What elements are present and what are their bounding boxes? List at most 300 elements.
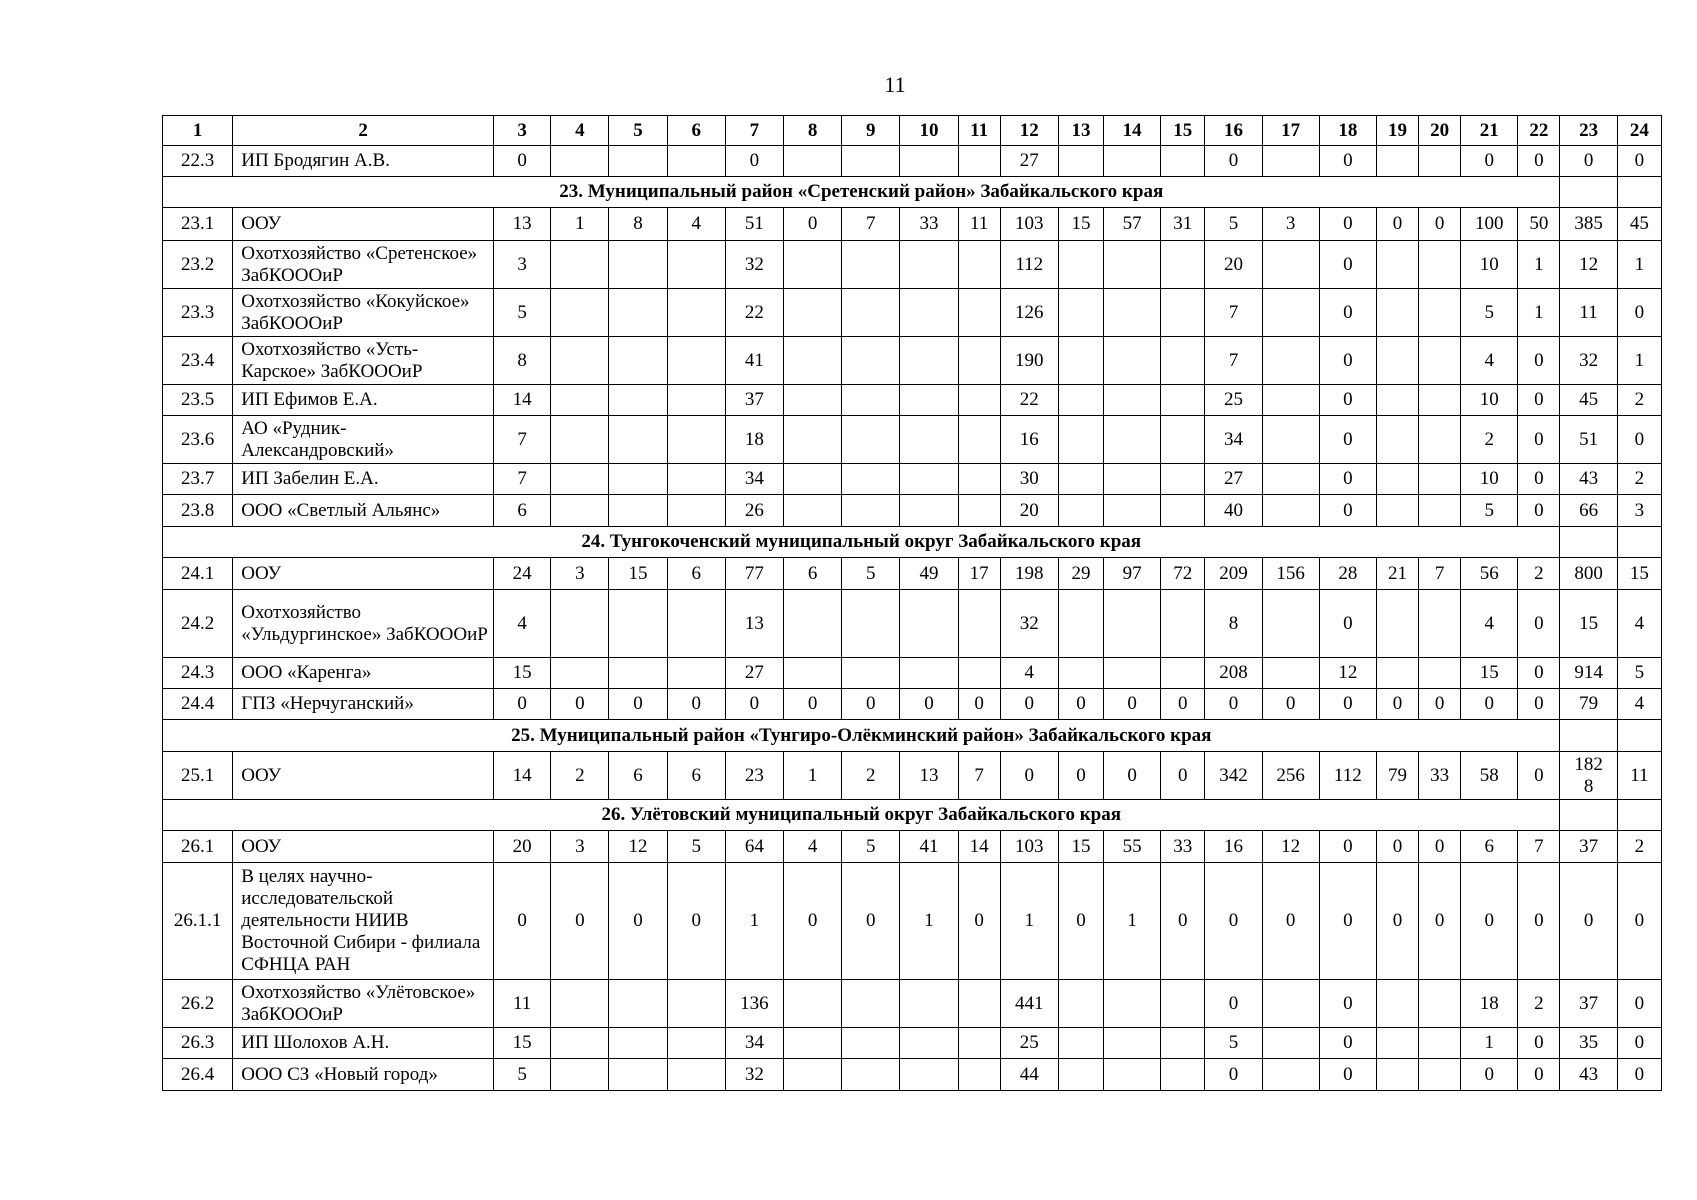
- table-cell: 0: [725, 689, 783, 720]
- table-cell: 12: [1262, 831, 1319, 863]
- table-cell: [667, 1059, 725, 1091]
- row-number: 23.4: [163, 337, 233, 385]
- table-row: [163, 241, 1662, 289]
- table-cell: 7: [1518, 831, 1560, 863]
- table-cell: [842, 241, 900, 289]
- table-cell: 126: [1000, 289, 1058, 337]
- table-cell: [842, 980, 900, 1028]
- table-cell: 27: [1000, 146, 1058, 177]
- table-cell: [784, 241, 842, 289]
- table-cell: 23: [725, 752, 783, 800]
- table-cell: [551, 590, 609, 658]
- table-cell: 12: [1560, 241, 1617, 289]
- row-number: 24.4: [163, 689, 233, 720]
- table-cell: [784, 385, 842, 416]
- table-cell: 20: [1000, 495, 1058, 527]
- table-cell: 6: [494, 495, 551, 527]
- organization-name: АО «Рудник-Александровский»: [233, 416, 494, 464]
- table-cell: 209: [1205, 558, 1262, 590]
- table-cell: 1: [1104, 863, 1161, 980]
- organization-name: Охотхозяйство «Сретенское» ЗабКОООиР: [233, 241, 494, 289]
- table-row: [163, 337, 1662, 385]
- table-cell: [1161, 658, 1205, 689]
- table-cell: 33: [1419, 752, 1461, 800]
- table-cell: [784, 146, 842, 177]
- table-cell: 0: [784, 208, 842, 241]
- table-cell: 13: [900, 752, 958, 800]
- table-cell: [842, 590, 900, 658]
- table-cell: [1104, 385, 1161, 416]
- table-cell: [900, 590, 958, 658]
- table-cell: [1161, 337, 1205, 385]
- table-cell: 0: [1518, 495, 1560, 527]
- table-cell: [1104, 590, 1161, 658]
- organization-name: Охотхозяйство «Усть-Карское» ЗабКОООиР: [233, 337, 494, 385]
- table-cell: [1161, 1028, 1205, 1059]
- table-cell: 10: [1461, 385, 1518, 416]
- table-cell: 15: [1560, 590, 1617, 658]
- table-cell: 0: [1518, 416, 1560, 464]
- table-cell: 6: [667, 752, 725, 800]
- table-cell: [900, 495, 958, 527]
- table-cell: 7: [842, 208, 900, 241]
- table-cell: [900, 289, 958, 337]
- table-cell: 66: [1560, 495, 1617, 527]
- table-cell: 41: [725, 337, 783, 385]
- row-number: 26.1.1: [163, 863, 233, 980]
- table-row: [163, 831, 1662, 863]
- table-cell: [609, 1028, 667, 1059]
- table-cell: 0: [667, 863, 725, 980]
- column-number: 22: [1518, 116, 1560, 146]
- table-cell: [609, 289, 667, 337]
- table-cell: [551, 385, 609, 416]
- table-cell: [551, 495, 609, 527]
- table-cell: [900, 658, 958, 689]
- table-cell: [1419, 464, 1461, 495]
- table-cell: [784, 1059, 842, 1091]
- table-cell: 32: [725, 241, 783, 289]
- table-cell: [784, 658, 842, 689]
- row-number: 23.2: [163, 241, 233, 289]
- table-cell: [551, 337, 609, 385]
- table-cell: [1058, 146, 1103, 177]
- table-cell: [1058, 658, 1103, 689]
- table-cell: [1262, 1059, 1319, 1091]
- table-row: [163, 1028, 1662, 1059]
- table-cell: 5: [494, 1059, 551, 1091]
- table-cell: [1560, 527, 1617, 558]
- table-cell: 11: [958, 208, 1000, 241]
- table-cell: [784, 1028, 842, 1059]
- table-cell: 5: [842, 831, 900, 863]
- table-cell: 0: [1518, 752, 1560, 800]
- table-cell: [1376, 385, 1418, 416]
- table-cell: 33: [1161, 831, 1205, 863]
- table-cell: [1262, 289, 1319, 337]
- table-cell: 2: [1518, 558, 1560, 590]
- organization-name: ООО СЗ «Новый город»: [233, 1059, 494, 1091]
- table-cell: 72: [1161, 558, 1205, 590]
- table-cell: [667, 590, 725, 658]
- table-cell: 7: [494, 464, 551, 495]
- table-cell: 7: [1419, 558, 1461, 590]
- table-cell: 15: [1461, 658, 1518, 689]
- table-cell: [1262, 590, 1319, 658]
- table-cell: [1058, 590, 1103, 658]
- table-cell: [1161, 385, 1205, 416]
- table-cell: 10: [1461, 241, 1518, 289]
- table-cell: [958, 980, 1000, 1028]
- table-cell: [551, 241, 609, 289]
- table-cell: [1262, 241, 1319, 289]
- table-cell: [784, 337, 842, 385]
- table-cell: 3: [1262, 208, 1319, 241]
- table-cell: 182 8: [1560, 752, 1617, 800]
- table-cell: [667, 980, 725, 1028]
- row-number: 23.5: [163, 385, 233, 416]
- table-cell: [609, 385, 667, 416]
- table-cell: 5: [1617, 658, 1661, 689]
- table-cell: [900, 1028, 958, 1059]
- row-number: 24.1: [163, 558, 233, 590]
- table-cell: 2: [842, 752, 900, 800]
- table-cell: [1376, 416, 1418, 464]
- table-cell: 0: [1617, 1028, 1661, 1059]
- table-cell: [551, 980, 609, 1028]
- table-cell: 0: [1419, 208, 1461, 241]
- table-cell: 0: [1461, 1059, 1518, 1091]
- column-number: 13: [1058, 116, 1103, 146]
- table-cell: 21: [1376, 558, 1418, 590]
- table-cell: 0: [1205, 1059, 1262, 1091]
- table-cell: [1560, 720, 1617, 752]
- table-cell: 0: [1376, 863, 1418, 980]
- row-number: 26.4: [163, 1059, 233, 1091]
- table-cell: 7: [958, 752, 1000, 800]
- table-cell: 0: [1461, 146, 1518, 177]
- table-cell: [1058, 289, 1103, 337]
- table-cell: 49: [900, 558, 958, 590]
- column-number: 19: [1376, 116, 1418, 146]
- table-cell: 37: [725, 385, 783, 416]
- organization-name: ИП Забелин Е.А.: [233, 464, 494, 495]
- table-cell: [1419, 146, 1461, 177]
- table-cell: 50: [1518, 208, 1560, 241]
- table-row: [163, 289, 1662, 337]
- table-cell: 0: [1161, 752, 1205, 800]
- table-cell: 6: [784, 558, 842, 590]
- table-cell: [784, 980, 842, 1028]
- table-cell: 385: [1560, 208, 1617, 241]
- table-cell: 0: [1205, 689, 1262, 720]
- table-cell: 0: [1376, 208, 1418, 241]
- table-cell: 11: [494, 980, 551, 1028]
- table-cell: [958, 337, 1000, 385]
- table-cell: 5: [1205, 208, 1262, 241]
- table-cell: [1419, 495, 1461, 527]
- table-cell: [609, 241, 667, 289]
- column-number: 21: [1461, 116, 1518, 146]
- table-cell: 0: [1319, 831, 1376, 863]
- table-cell: 0: [1376, 689, 1418, 720]
- table-cell: 5: [1461, 289, 1518, 337]
- table-cell: 7: [1205, 337, 1262, 385]
- table-cell: [609, 658, 667, 689]
- table-cell: [551, 658, 609, 689]
- table-cell: 15: [494, 1028, 551, 1059]
- table-cell: 41: [900, 831, 958, 863]
- table-cell: 0: [1617, 1059, 1661, 1091]
- table-cell: [1617, 720, 1661, 752]
- table-cell: [609, 464, 667, 495]
- table-row: [163, 385, 1662, 416]
- table-cell: 32: [1560, 337, 1617, 385]
- table-cell: [784, 590, 842, 658]
- table-cell: 100: [1461, 208, 1518, 241]
- table-cell: [1104, 980, 1161, 1028]
- table-cell: [551, 146, 609, 177]
- table-cell: [1104, 337, 1161, 385]
- table-cell: [1161, 289, 1205, 337]
- table-cell: [1161, 416, 1205, 464]
- table-cell: 0: [1419, 831, 1461, 863]
- table-cell: 0: [725, 146, 783, 177]
- table-cell: 0: [667, 689, 725, 720]
- table-cell: 4: [1461, 590, 1518, 658]
- table-cell: 11: [1617, 752, 1661, 800]
- table-cell: 0: [1518, 1059, 1560, 1091]
- table-cell: 4: [1461, 337, 1518, 385]
- table-cell: 15: [494, 658, 551, 689]
- table-cell: 0: [1319, 590, 1376, 658]
- table-cell: 0: [1319, 241, 1376, 289]
- table-cell: [958, 385, 1000, 416]
- table-cell: [609, 337, 667, 385]
- table-cell: [1161, 464, 1205, 495]
- table-cell: [1419, 385, 1461, 416]
- table-cell: 7: [1205, 289, 1262, 337]
- table-cell: [1058, 1059, 1103, 1091]
- table-cell: [1058, 416, 1103, 464]
- column-number: 20: [1419, 116, 1461, 146]
- row-number: 25.1: [163, 752, 233, 800]
- table-cell: 0: [1560, 146, 1617, 177]
- organization-name: ООО «Каренга»: [233, 658, 494, 689]
- table-cell: [958, 464, 1000, 495]
- table-cell: 0: [1161, 689, 1205, 720]
- table-cell: 0: [1419, 689, 1461, 720]
- table-cell: [1419, 1059, 1461, 1091]
- table-cell: [1376, 1028, 1418, 1059]
- table-cell: 16: [1205, 831, 1262, 863]
- table-cell: 15: [609, 558, 667, 590]
- table-row: [163, 752, 1662, 800]
- table-cell: 4: [1000, 658, 1058, 689]
- table-cell: [1104, 241, 1161, 289]
- column-number: 16: [1205, 116, 1262, 146]
- organization-name: ГПЗ «Нерчуганский»: [233, 689, 494, 720]
- table-cell: [667, 289, 725, 337]
- table-cell: [667, 495, 725, 527]
- table-cell: 0: [1319, 337, 1376, 385]
- table-cell: 5: [842, 558, 900, 590]
- data-table: [162, 115, 1662, 1091]
- table-cell: 0: [1104, 752, 1161, 800]
- table-cell: 25: [1000, 1028, 1058, 1059]
- table-cell: 0: [1319, 416, 1376, 464]
- table-cell: 0: [1518, 590, 1560, 658]
- table-cell: 79: [1376, 752, 1418, 800]
- table-cell: 0: [1058, 863, 1103, 980]
- table-cell: 31: [1161, 208, 1205, 241]
- table-cell: 3: [551, 558, 609, 590]
- table-cell: [842, 416, 900, 464]
- table-row: [163, 208, 1662, 241]
- table-cell: 6: [667, 558, 725, 590]
- table-cell: 55: [1104, 831, 1161, 863]
- table-cell: [900, 146, 958, 177]
- table-cell: 1: [784, 752, 842, 800]
- table-cell: 44: [1000, 1059, 1058, 1091]
- section-title: 24. Тунгокоченский муниципальный округ Забайкальского края: [163, 527, 1560, 558]
- table-row: [163, 416, 1662, 464]
- table-cell: [609, 1059, 667, 1091]
- section-row: [163, 800, 1662, 831]
- table-cell: 14: [494, 385, 551, 416]
- table-cell: [842, 495, 900, 527]
- table-cell: 33: [900, 208, 958, 241]
- table-row: [163, 558, 1662, 590]
- table-cell: [958, 416, 1000, 464]
- table-cell: [842, 464, 900, 495]
- table-cell: 6: [1461, 831, 1518, 863]
- table-cell: 2: [1518, 980, 1560, 1028]
- column-number: 7: [725, 116, 783, 146]
- table-cell: 0: [1617, 416, 1661, 464]
- table-cell: 0: [1617, 980, 1661, 1028]
- table-cell: 0: [1262, 689, 1319, 720]
- table-cell: 35: [1560, 1028, 1617, 1059]
- table-cell: [900, 980, 958, 1028]
- organization-name: ООУ: [233, 558, 494, 590]
- table-cell: [1104, 1059, 1161, 1091]
- table-cell: [1058, 980, 1103, 1028]
- table-cell: 57: [1104, 208, 1161, 241]
- table-cell: 15: [1617, 558, 1661, 590]
- organization-name: ООУ: [233, 831, 494, 863]
- table-cell: [842, 289, 900, 337]
- table-cell: [1058, 495, 1103, 527]
- table-cell: 441: [1000, 980, 1058, 1028]
- table-cell: [958, 146, 1000, 177]
- table-cell: 27: [725, 658, 783, 689]
- table-row: [163, 1059, 1662, 1091]
- table-cell: [1058, 385, 1103, 416]
- table-cell: [958, 1028, 1000, 1059]
- table-cell: 4: [1617, 689, 1661, 720]
- table-cell: 15: [1058, 208, 1103, 241]
- table-cell: 3: [551, 831, 609, 863]
- table-cell: [1058, 1028, 1103, 1059]
- table-cell: 0: [1319, 1028, 1376, 1059]
- section-row: [163, 527, 1662, 558]
- organization-name: Охотхозяйство «Ульдургинское» ЗабКОООиР: [233, 590, 494, 658]
- section-row: [163, 177, 1662, 208]
- table-cell: 4: [784, 831, 842, 863]
- row-number: 26.2: [163, 980, 233, 1028]
- organization-name: ИП Шолохов А.Н.: [233, 1028, 494, 1059]
- table-cell: 30: [1000, 464, 1058, 495]
- table-cell: [1262, 146, 1319, 177]
- table-cell: [958, 658, 1000, 689]
- table-cell: 0: [784, 863, 842, 980]
- organization-name: ИП Бродягин А.В.: [233, 146, 494, 177]
- table-cell: 37: [1560, 980, 1617, 1028]
- table-cell: 0: [1205, 146, 1262, 177]
- table-cell: 34: [725, 464, 783, 495]
- table-cell: [1376, 590, 1418, 658]
- table-cell: 4: [1617, 590, 1661, 658]
- table-cell: [842, 658, 900, 689]
- table-cell: 43: [1560, 464, 1617, 495]
- table-cell: 0: [1319, 863, 1376, 980]
- row-number: 23.1: [163, 208, 233, 241]
- table-cell: [842, 1028, 900, 1059]
- table-cell: 112: [1319, 752, 1376, 800]
- table-cell: [958, 590, 1000, 658]
- table-cell: 17: [958, 558, 1000, 590]
- table-cell: [1617, 800, 1661, 831]
- table-cell: 56: [1461, 558, 1518, 590]
- table-cell: 5: [494, 289, 551, 337]
- table-cell: [1560, 800, 1617, 831]
- table-cell: 51: [1560, 416, 1617, 464]
- table-cell: 0: [1376, 831, 1418, 863]
- table-cell: [842, 337, 900, 385]
- table-cell: 51: [725, 208, 783, 241]
- table-cell: [1262, 980, 1319, 1028]
- table-cell: 45: [1560, 385, 1617, 416]
- table-cell: [1262, 658, 1319, 689]
- table-cell: 13: [725, 590, 783, 658]
- table-cell: 28: [1319, 558, 1376, 590]
- table-cell: 1: [1518, 289, 1560, 337]
- table-cell: 0: [842, 689, 900, 720]
- table-cell: 0: [551, 689, 609, 720]
- table-cell: [551, 1059, 609, 1091]
- table-cell: 136: [725, 980, 783, 1028]
- column-number: 14: [1104, 116, 1161, 146]
- table-cell: [551, 289, 609, 337]
- table-cell: [1058, 241, 1103, 289]
- table-cell: [1161, 590, 1205, 658]
- table-cell: 1: [1617, 241, 1661, 289]
- row-number: 23.7: [163, 464, 233, 495]
- table-cell: [1104, 495, 1161, 527]
- table-cell: [1560, 177, 1617, 208]
- table-cell: 37: [1560, 831, 1617, 863]
- column-number: 23: [1560, 116, 1617, 146]
- table-cell: [1058, 464, 1103, 495]
- table-cell: [958, 1059, 1000, 1091]
- table-cell: 0: [609, 863, 667, 980]
- table-cell: 26: [725, 495, 783, 527]
- table-cell: 0: [609, 689, 667, 720]
- table-cell: 1: [1461, 1028, 1518, 1059]
- table-cell: 342: [1205, 752, 1262, 800]
- table-cell: 0: [494, 146, 551, 177]
